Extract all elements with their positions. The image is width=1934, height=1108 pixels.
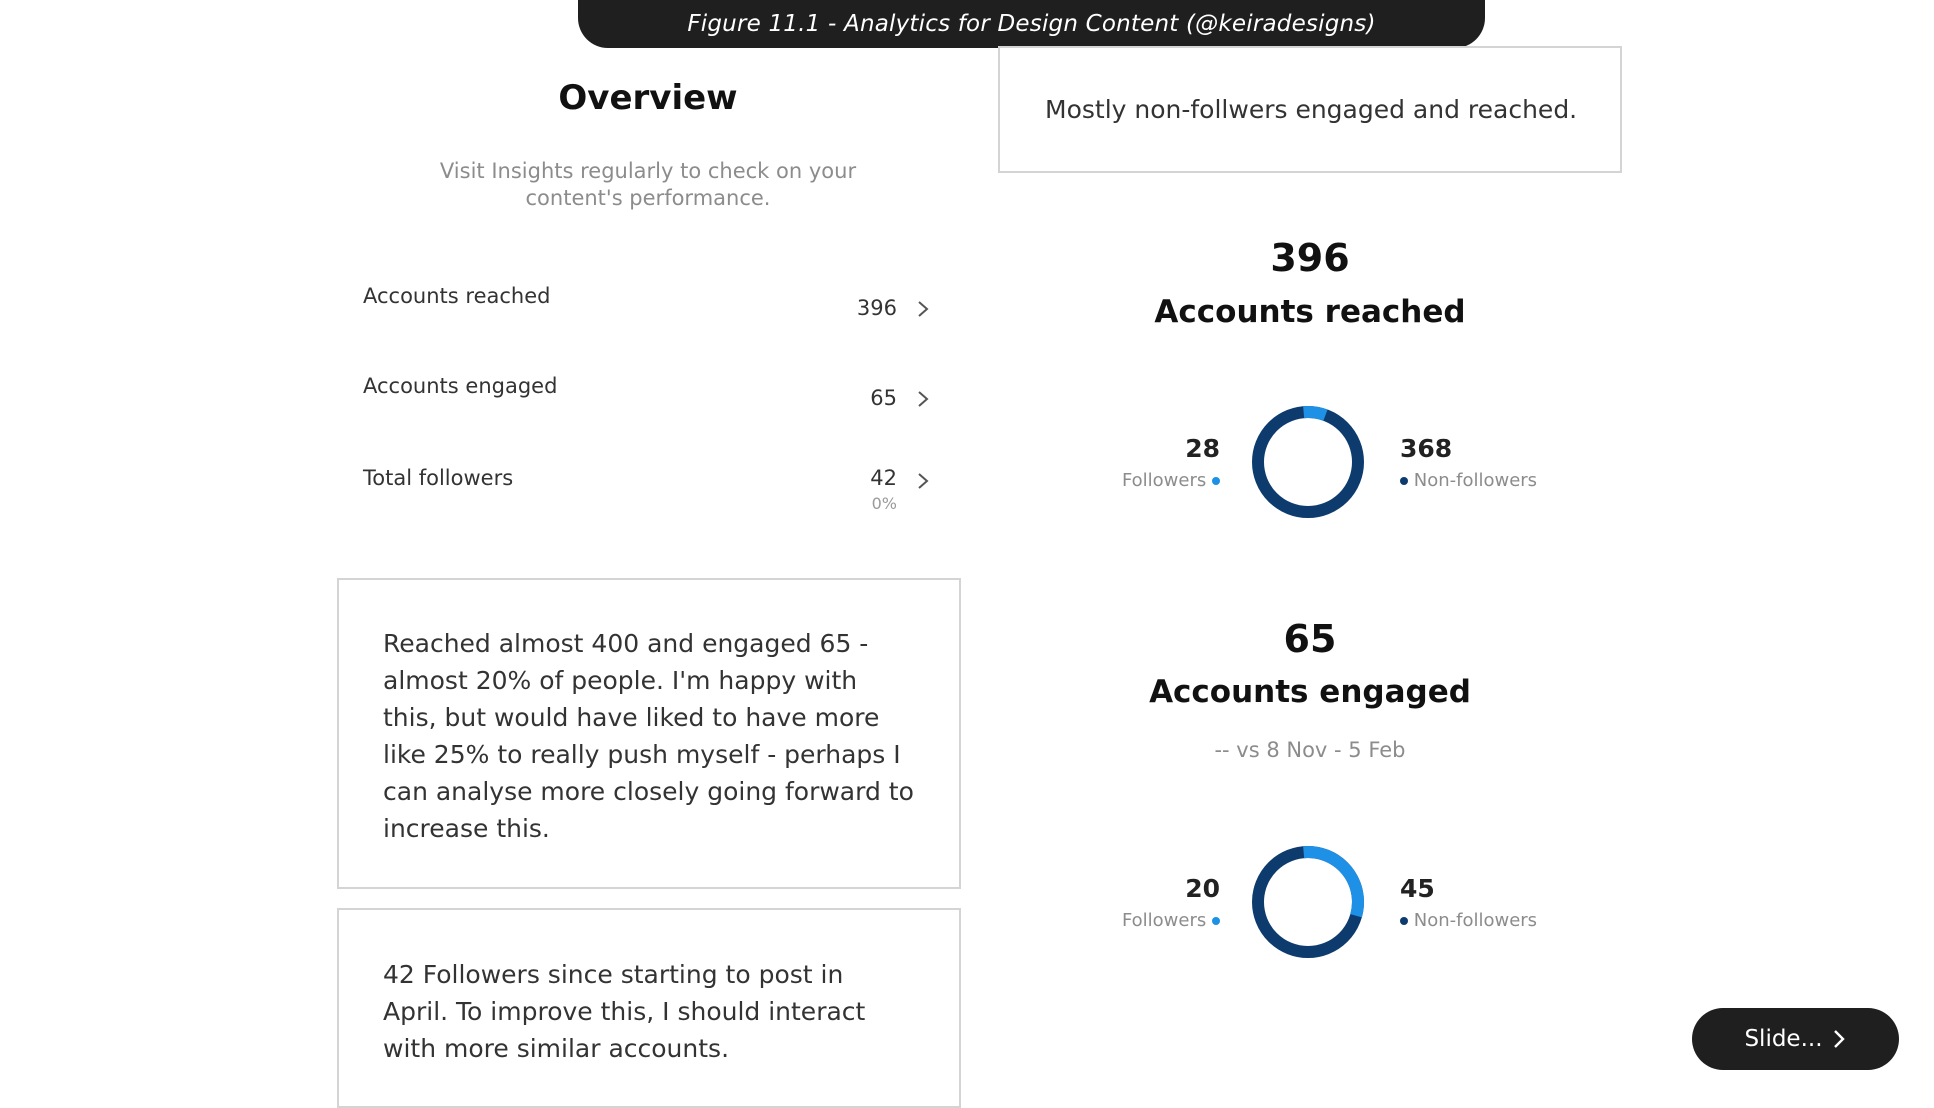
- reached-nonfollowers-value: 368: [1400, 434, 1453, 463]
- overview-title: Overview: [558, 78, 738, 118]
- reached-total: 396: [1270, 236, 1350, 280]
- nonfollowers-dot-icon: [1400, 477, 1408, 485]
- metric-value: 42: [870, 466, 897, 490]
- reached-followers-value: 28: [1185, 434, 1220, 463]
- next-slide-label: Slide...: [1744, 1026, 1823, 1052]
- reached-followers-legend: [1110, 470, 1220, 491]
- overview-subtitle-line-2: content's performance.: [525, 186, 771, 210]
- engaged-label: Accounts engaged: [1149, 674, 1471, 710]
- legend-label: Non-followers: [1413, 910, 1538, 931]
- reached-donut-chart: [1250, 404, 1366, 520]
- metric-label: Total followers: [363, 466, 514, 490]
- metric-row-accounts-reached[interactable]: [363, 284, 933, 344]
- engaged-nonfollowers-legend: [1400, 910, 1537, 931]
- chevron-right-icon: [913, 466, 933, 496]
- reached-nonfollowers-legend: [1400, 470, 1537, 491]
- nonfollowers-dot-icon: [1400, 917, 1408, 925]
- engaged-followers-legend: [1110, 910, 1220, 931]
- chevron-right-icon: [913, 294, 933, 324]
- overview-subtitle: [400, 158, 896, 212]
- next-slide-button[interactable]: [1692, 1008, 1899, 1070]
- followers-note-box: [337, 908, 961, 1108]
- engagement-note-box: [337, 578, 961, 889]
- legend-label: Followers: [1121, 910, 1207, 931]
- legend-label: Followers: [1121, 470, 1207, 491]
- reach-note-text: Mostly non-follwers engaged and reached.: [1045, 95, 1578, 124]
- metric-label: Accounts reached: [363, 284, 551, 308]
- engaged-followers-value: 20: [1185, 874, 1220, 903]
- chevron-right-icon: [1831, 1028, 1847, 1050]
- engaged-comparison: -- vs 8 Nov - 5 Feb: [1214, 738, 1406, 762]
- figure-caption: Figure 11.1 - Analytics for Design Content (@keiradesigns): [687, 11, 1376, 37]
- figure-caption-banner: [578, 0, 1485, 48]
- engagement-note-text: Reached almost 400 and engaged 65 - almost 20% of people. I'm happy with this, but would have liked to have more like 25% to really push myself - perhaps I can analyse more closely going forward to increase this.: [383, 629, 914, 843]
- legend-label: Non-followers: [1413, 470, 1538, 491]
- followers-dot-icon: [1212, 477, 1220, 485]
- nonfollowers-arc: [1258, 412, 1358, 512]
- followers-note-text: 42 Followers since starting to post in April. To improve this, I should interact with more similar accounts.: [383, 960, 866, 1063]
- reach-note-box: [998, 46, 1622, 173]
- reached-label: Accounts reached: [1154, 294, 1466, 330]
- engaged-total: 65: [1283, 617, 1337, 661]
- metric-value: 65: [870, 386, 897, 410]
- metric-label: Accounts engaged: [363, 374, 558, 398]
- engaged-donut-chart: [1250, 844, 1366, 960]
- metric-change: 0%: [871, 494, 897, 513]
- chevron-right-icon: [913, 384, 933, 414]
- metric-row-total-followers[interactable]: [363, 466, 933, 526]
- metric-value: 396: [856, 296, 897, 320]
- metric-row-accounts-engaged[interactable]: [363, 374, 933, 434]
- engaged-nonfollowers-value: 45: [1400, 874, 1435, 903]
- followers-dot-icon: [1212, 917, 1220, 925]
- overview-subtitle-line-1: Visit Insights regularly to check on your: [439, 159, 857, 183]
